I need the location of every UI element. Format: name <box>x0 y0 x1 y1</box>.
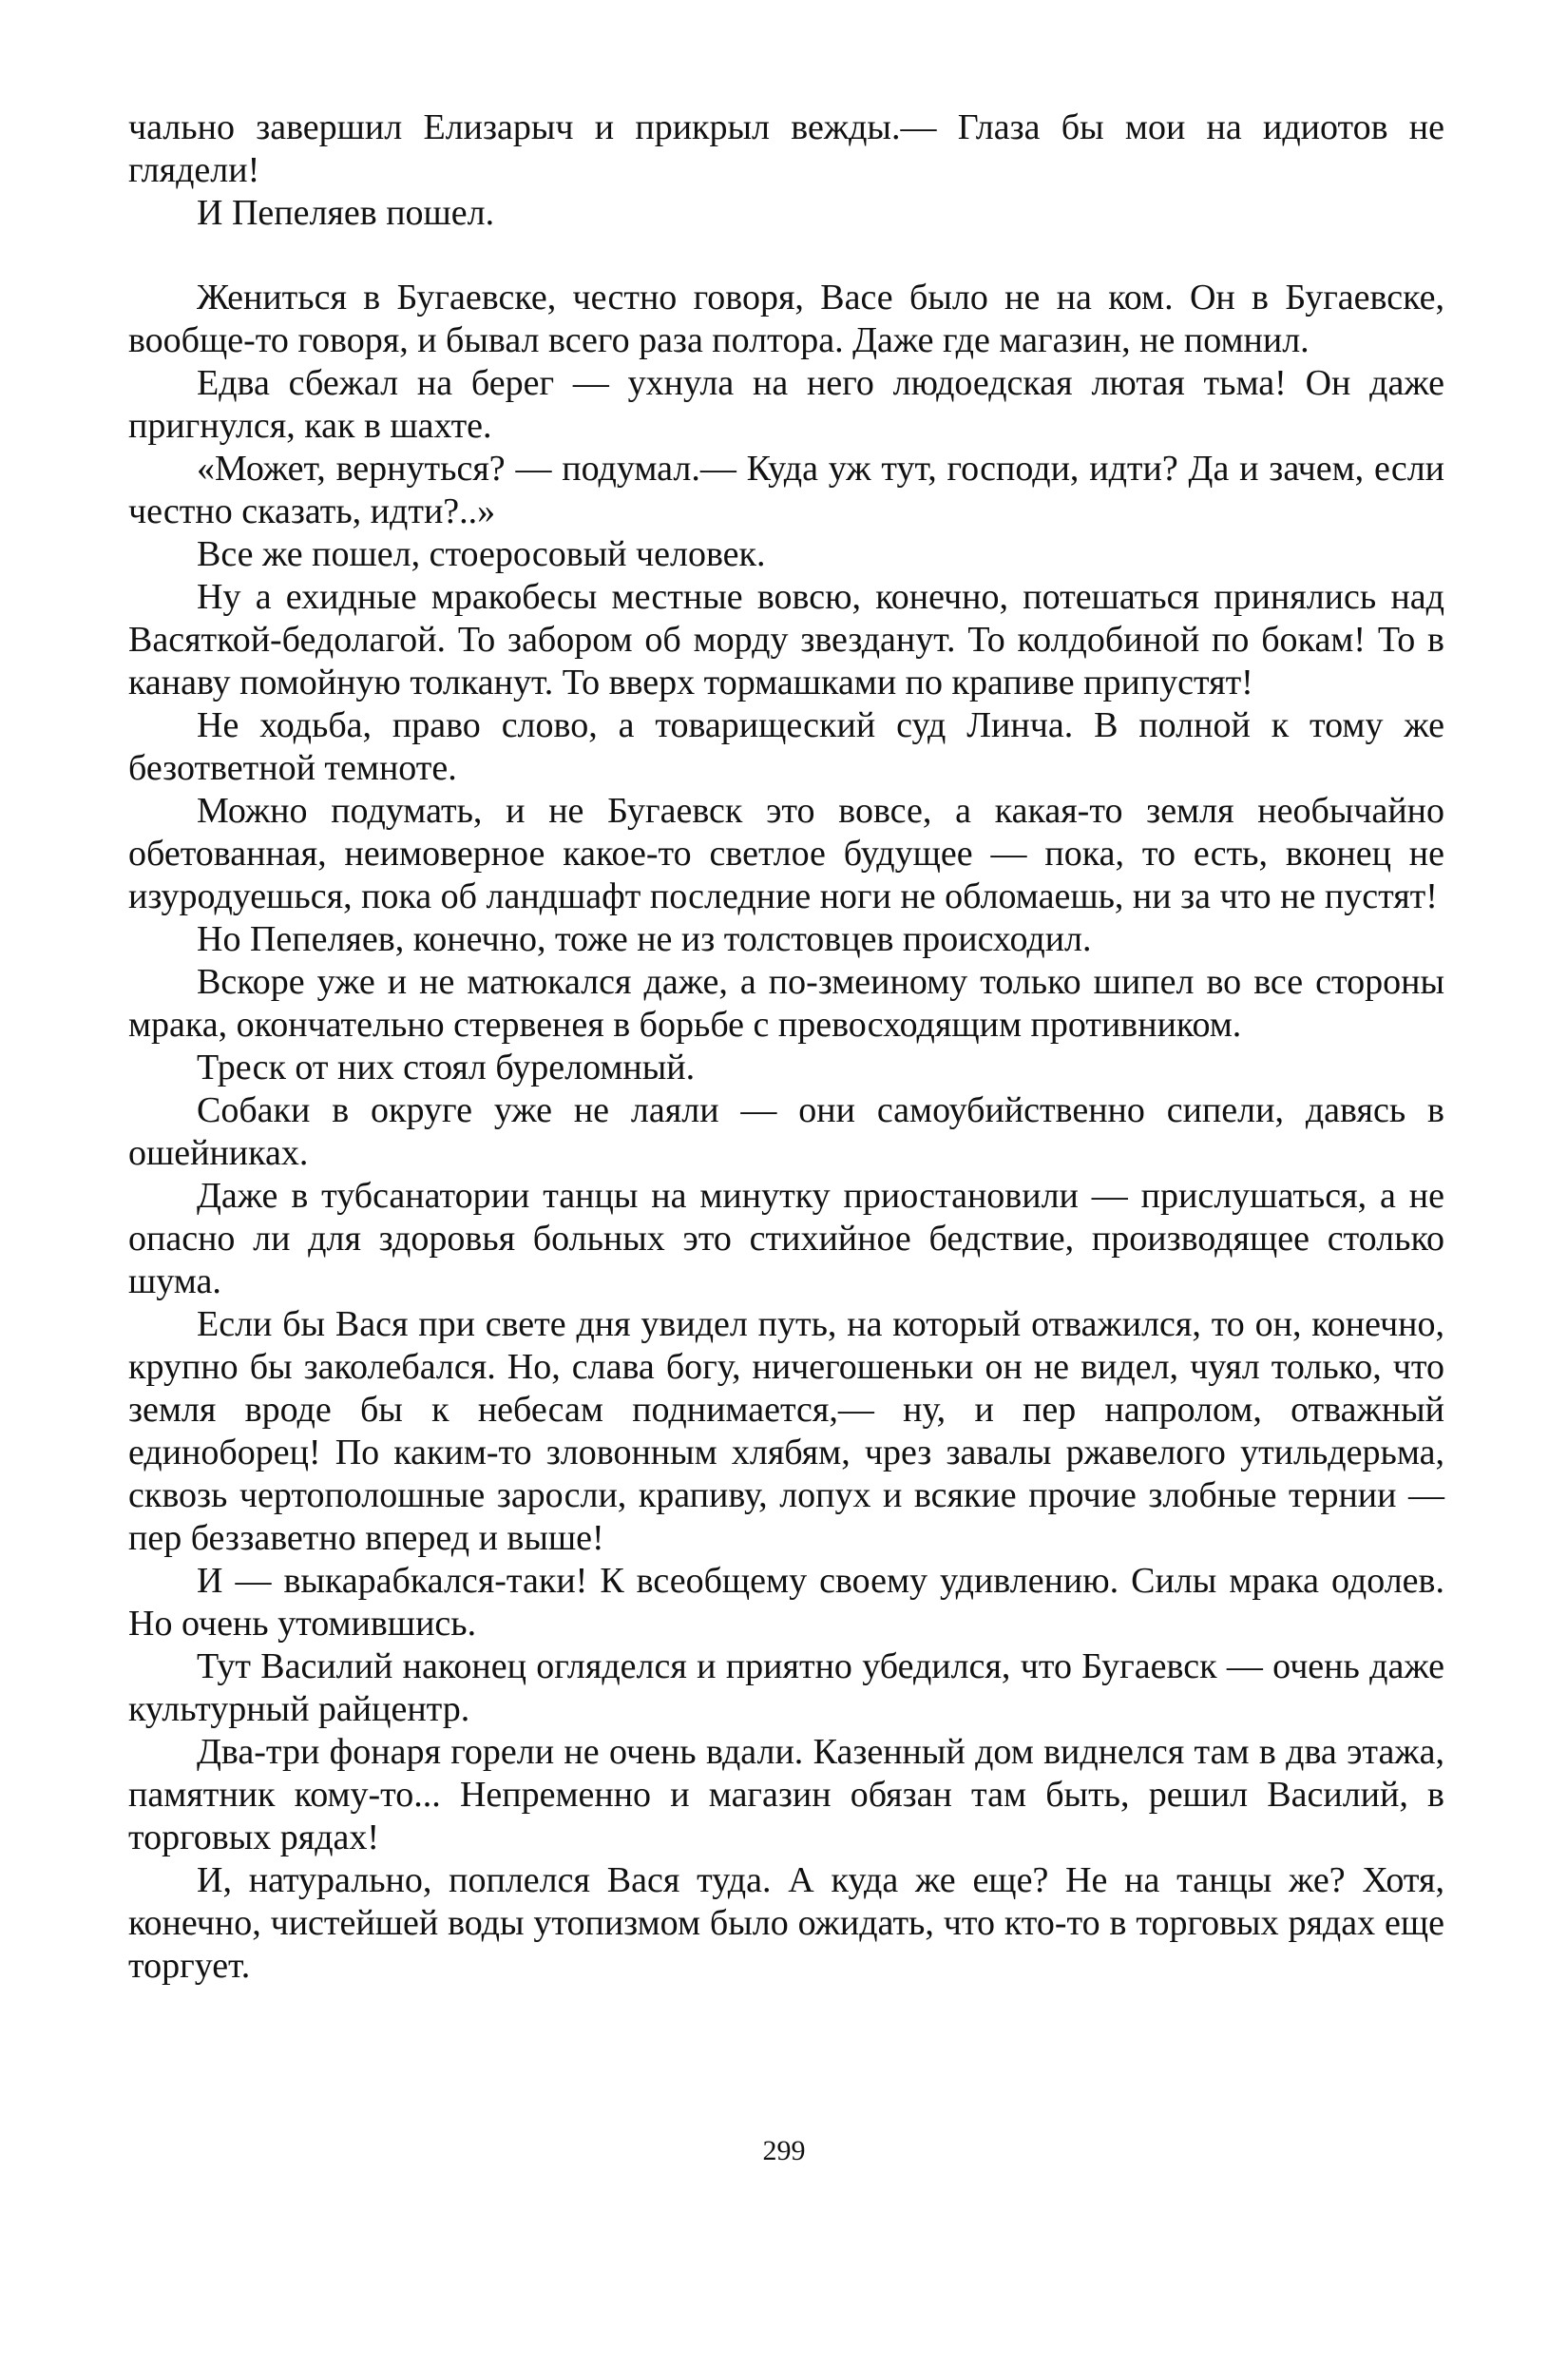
section-opening <box>128 106 1444 235</box>
page-number: 299 <box>762 2135 806 2166</box>
paragraph: Собаки в округе уже не лаяли — они самоубийственно сипели, давясь в ошейниках. <box>128 1090 1444 1173</box>
paragraph: И, натурально, поплелся Вася туда. А куда же еще? Не на танцы же? Хотя, конечно, чистейшей воды утопизмом было ожидать, что кто-то в торговых рядах еще торгует. <box>128 1860 1444 1986</box>
paragraph: И — выкарабкался-таки! К всеобщему своему удивлению. Силы мрака одолев. Но очень утомившись. <box>128 1561 1444 1644</box>
section-main <box>128 277 1444 1988</box>
paragraph: Едва сбежал на берег — ухнула на него людоедская лютая тьма! Он даже пригнулся, как в шахте. <box>128 363 1444 446</box>
paragraph: Даже в тубсанатории танцы на минутку приостановили — прислушаться, а не опасно ли для здоровья больных это стихийное бедствие, производящее столько шума. <box>128 1176 1444 1301</box>
paragraph: Но Пепеляев, конечно, тоже не из толстовцев происходил. <box>197 919 1092 959</box>
paragraph: Все же пошел, стоеросовый человек. <box>197 534 766 574</box>
paragraph: Тут Василий наконец огляделся и приятно убедился, что Бугаевск — очень даже культурный райцентр. <box>128 1646 1444 1729</box>
paragraph: Если бы Вася при свете дня увидел путь, на который отважился, то он, конечно, крупно бы заколебался. Но, слава богу, ничегошеньки он не видел, чуял только, что земля вроде бы к небесам поднимается,— ну, и пер напролом, отважный единоборец! По каким-то зловонным хлябям, чрез завалы ржавелого утильдерьма, сквозь чертополошные заросли, крапиву, лопух и всякие прочие злобные тернии — пер беззаветно вперед и выше! <box>128 1304 1444 1558</box>
paragraph: Жениться в Бугаевске, честно говоря, Васе было не на ком. Он в Бугаевске, вообще-то говоря, и бывал всего раза полтора. Даже где магазин, не помнил. <box>128 278 1444 360</box>
paragraph: «Может, вернуться? — подумал.— Куда уж тут, господи, идти? Да и зачем, если честно сказать, идти?..» <box>128 449 1444 531</box>
paragraph: Можно подумать, и не Бугаевск это вовсе, а какая-то земля необычайно обетованная, неимоверное какое-то светлое будущее — пока, то есть, вконец не изуродуешься, пока об ландшафт последние ноги не обломаешь, ни за что не пустят! <box>128 791 1444 916</box>
section-break <box>128 235 1444 277</box>
paragraph: Треск от них стоял буреломный. <box>197 1048 696 1087</box>
paragraph: Два-три фонаря горели не очень вдали. Казенный дом виднелся там в два этажа, памятник кому-то... Непременно и магазин обязан там быть, решил Василий, в торговых рядах! <box>128 1732 1444 1857</box>
paragraph: И Пепеляев пошел. <box>197 193 495 233</box>
paragraph: чально завершил Елизарыч и прикрыл вежды.— Глаза бы мои на идиотов не глядели! <box>128 107 1444 190</box>
paragraph: Не ходьба, право слово, а товарищеский суд Линча. В полной к тому же безответной темноте. <box>128 705 1444 788</box>
paragraph: Ну а ехидные мракобесы местные вовсю, конечно, потешаться принялись над Васяткой-бедолагой. То забором об морду звезданут. То колдобиной по бокам! То в канаву помойную толканут. То вверх тормашками по крапиве припустят! <box>128 577 1444 702</box>
page-body <box>128 106 1444 1988</box>
paragraph: Вскоре уже и не матюкался даже, а по-змеиному только шипел во все стороны мрака, окончательно стервенея в борьбе с превосходящим противником. <box>128 962 1444 1045</box>
